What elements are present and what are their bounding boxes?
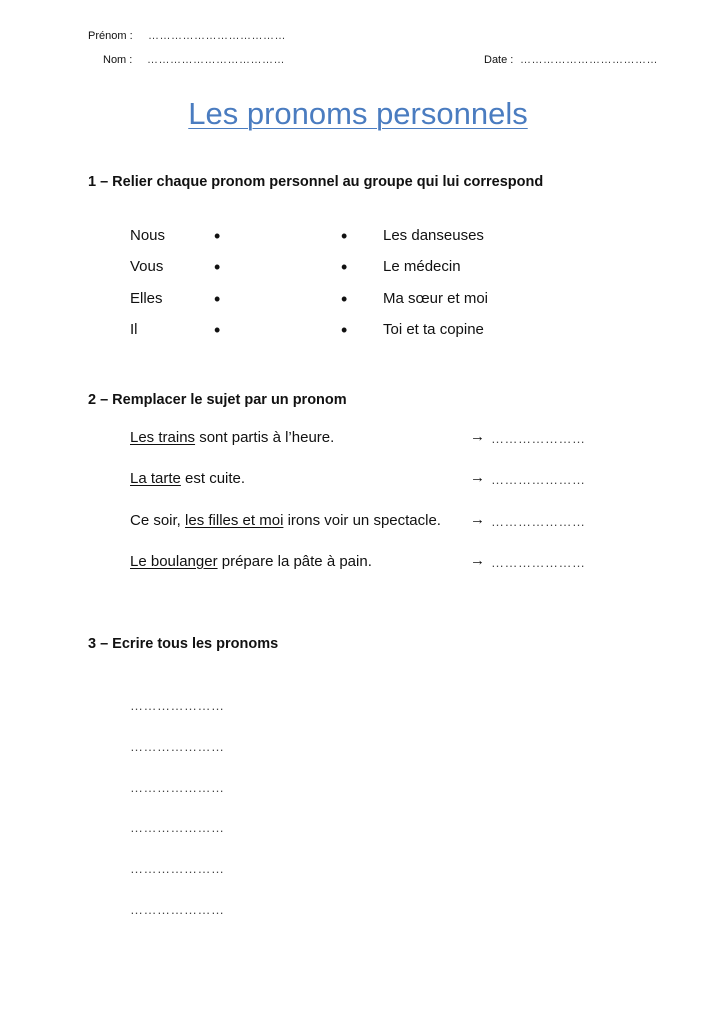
left-dot[interactable]: •	[214, 257, 221, 277]
sentence-subject: Les trains	[130, 429, 196, 446]
pronoun-blank[interactable]: …………………	[130, 698, 225, 713]
prenom-label: Prénom :	[88, 30, 133, 42]
page-title: Les pronoms personnels	[188, 96, 528, 131]
answer-blank[interactable]: …………………	[491, 472, 586, 487]
sentence-subject: les filles et moi	[185, 512, 284, 529]
date-field[interactable]: ………………………………	[520, 54, 658, 66]
left-pronoun: Vous	[130, 258, 164, 275]
section1-heading: 1 – Relier chaque pronom personnel au groupe qui lui correspond	[88, 174, 544, 190]
arrow-icon: →	[470, 511, 485, 528]
pronoun-blank[interactable]: …………………	[130, 780, 225, 795]
left-dot[interactable]: •	[214, 320, 221, 340]
left-pronoun: Il	[130, 321, 138, 338]
pronoun-blank[interactable]: …………………	[130, 902, 225, 917]
left-pronoun: Elles	[130, 290, 163, 307]
right-group: Les danseuses	[383, 227, 484, 244]
left-dot[interactable]: •	[214, 226, 221, 246]
right-group: Le médecin	[383, 258, 461, 275]
sentence	[130, 470, 245, 487]
sentence-subject: Le boulanger	[130, 553, 218, 570]
nom-label: Nom :	[103, 54, 133, 66]
sentence-before: Ce soir,	[130, 512, 186, 529]
pronoun-blank[interactable]: …………………	[130, 820, 225, 835]
section3-heading: 3 – Ecrire tous les pronoms	[88, 636, 279, 652]
left-dot[interactable]: •	[214, 289, 221, 309]
pronoun-blank[interactable]: …………………	[130, 861, 225, 876]
sentence-after: prépare la pâte à pain.	[217, 553, 372, 570]
sentence-after: sont partis à l’heure.	[195, 429, 335, 446]
nom-field[interactable]: ………………………………	[147, 54, 285, 66]
pronoun-blank[interactable]: …………………	[130, 739, 225, 754]
prenom-field[interactable]: ………………………………	[148, 30, 286, 42]
sentence	[130, 553, 372, 570]
right-dot[interactable]: •	[341, 257, 348, 277]
right-group: Toi et ta copine	[383, 321, 484, 338]
right-dot[interactable]: •	[341, 226, 348, 246]
right-dot[interactable]: •	[341, 320, 348, 340]
sentence-after: irons voir un spectacle.	[283, 512, 441, 529]
right-group: Ma sœur et moi	[383, 290, 489, 307]
answer-blank[interactable]: …………………	[491, 431, 586, 446]
sentence-after: est cuite.	[180, 470, 246, 487]
arrow-icon: →	[470, 428, 485, 445]
arrow-icon: →	[470, 552, 485, 569]
sentence-subject: La tarte	[130, 470, 181, 487]
section2-heading: 2 – Remplacer le sujet par un pronom	[88, 392, 347, 408]
sentence	[130, 512, 441, 529]
arrow-icon: →	[470, 469, 485, 486]
answer-blank[interactable]: …………………	[491, 514, 586, 529]
left-pronoun: Nous	[130, 227, 166, 244]
sentence	[130, 429, 334, 446]
right-dot[interactable]: •	[341, 289, 348, 309]
date-label: Date :	[484, 54, 514, 66]
answer-blank[interactable]: …………………	[491, 555, 586, 570]
